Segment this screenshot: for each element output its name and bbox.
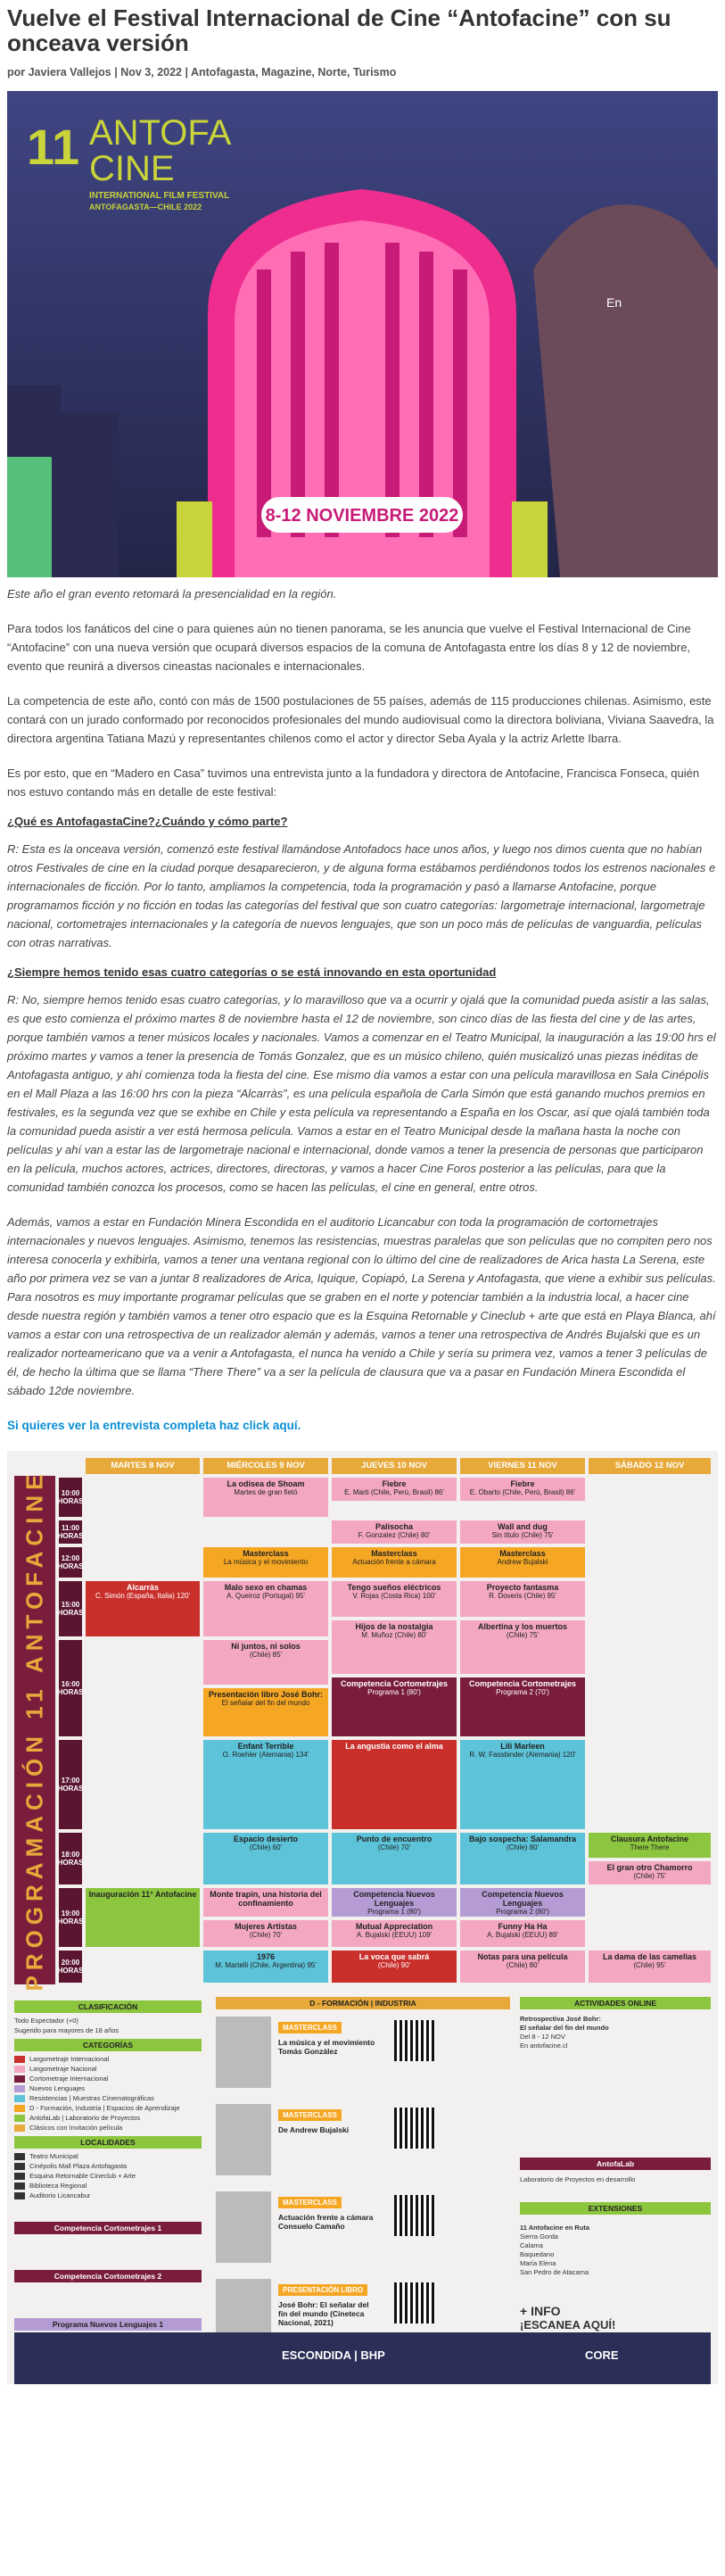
legend-row: Todo Espectador (+0) [14,2017,78,2025]
event-cell: Monte trapin, una historia del confinamiento [203,1888,328,1917]
legend-row: D - Formación, Industria | Espacios de Aprendizaje [14,2103,202,2113]
legend-row: Auditorio Licancabur [14,2191,202,2200]
antofalab-line: Laboratorio de Proyectos en desarrollo [520,2175,636,2183]
event-cell: Ni juntos, ni solos (Chile) 85' [203,1640,328,1685]
legend-row: Esquina Retornable Cineclub + Arte [14,2171,202,2181]
day-header: JUEVES 10 NOV [332,1458,457,1474]
online-line: En antofacine.cl [520,2042,568,2050]
extensions-subtitle: 11 Antofacine en Ruta [520,2224,590,2232]
event-cell: Bajo sospecha: Salamandra (Chile) 80' [460,1833,585,1884]
event-cell: Masterclass La música y el movimiento [203,1547,328,1578]
event-cell: Tengo sueños eléctricos V. Rojas (Costa Rica) 100' [332,1581,457,1617]
event-cell: Competencia Nuevos Lenguajes Programa 2 (80') [460,1888,585,1917]
legend-row: Clásicos con Invitación película [14,2123,202,2133]
event-cell: Clausura Antofacine There There [589,1833,711,1858]
speaker-photo [216,2017,271,2088]
antofalab-title: AntofaLab [520,2158,711,2170]
day-header: VIERNES 11 NOV [460,1458,585,1474]
question-2: ¿Siempre hemos tenido esas cuatro categorías o se está innovando en esta oportunidad [7,965,497,979]
event-cell: Fiebre E. Marti (Chile, Perú, Brasil) 86' [332,1478,457,1501]
article-body [7,584,718,1435]
event-cell: Wall and dug Sin titulo (Chile) 75' [460,1520,585,1544]
qr-code-icon[interactable] [394,2195,435,2236]
legend-row: Cinépolis Mall Plaza Antofagasta [14,2161,202,2171]
program-vertical-title: PROGRAMACIÓN 11 ANTOFACINE [14,1476,55,1984]
time-slot: 17:00 HORAS [59,1740,82,1829]
event-cell: Fiebre E. Obarto (Chile, Perú, Brasil) 86' [460,1478,585,1501]
event-cell: Mujeres Artistas (Chile) 70' [203,1920,328,1947]
time-slot: 12:00 HORAS [59,1547,82,1578]
answer-1: R: Esta es la onceava versión, comenzó este festival llamándose Antofadocs hace unos años, y luego nos dimos cuenta que no habían otros Festivales de cine en la ciudad porque desaparecieron, y de alguna forma estábamos perdiéndonos todos los estrenos nacionales e internacionales de ficción. Por lo tanto, ampliamos la competencia, toda la programación y pasó a llamarse Antofacine, porque programamos ficción y no ficción en todas las categorías del festival que son cuatro categorías: largometraje internacional, largometraje nacional, cortometrajes internacionales y la categoría de nuevos lenguajes, que son un poco más de películas de vanguardia, películas con otras narrativas. [7,842,716,949]
speaker-photo [216,2191,271,2263]
online-line: Del 8 - 12 NOV [520,2033,565,2041]
event-cell: Punto de encuentro (Chile) 70' [332,1833,457,1884]
legend-row: Cortometraje Internacional [14,2074,202,2083]
time-slot: 15:00 HORAS [59,1581,82,1636]
event-cell: Lili Marleen R. W. Fassbinder (Alemania) 120' [460,1740,585,1829]
legend-row: Biblioteca Regional [14,2181,202,2191]
meta-by: por [7,66,29,79]
extension-line: María Elena [520,2259,556,2267]
hero-image [7,91,718,577]
day-header: MARTES 8 NOV [86,1458,200,1474]
legend-title: LOCALIDADES [14,2136,202,2149]
qr-code-icon[interactable] [394,2020,435,2061]
qr-code-icon[interactable] [394,2108,435,2149]
online-title: ACTIVIDADES ONLINE [520,1997,711,2009]
event-cell: Albertina y los muertos (Chile) 75' [460,1620,585,1674]
hero-logo-sub2: ANTOFAGASTA—CHILE 2022 [89,203,202,211]
article-paragraph: Además, vamos a estar en Fundación Minera Escondida en el auditorio Licancabur con toda la programación de cortometrajes internacionales y nuevos lenguajes. Asimismo, tenemos las resistencias, muestras paralelas que son películas que no compiten pero nos interesa conocerla y exhibirla, vamos a tener una ventana regional con lo último del cine de realizadores de Arica hasta La Serena, este año por primera vez se van a juntar 8 realizadores de Arica, Iquique, Copiapó, La Serena y Antofagasta, que viene a exhibir sus películas. Para nosotros es muy importante programar películas que se graben en el norte y potenciar también a la industria local, a hacer cine desde nuestra región y también vamos a tener otro espacio que es la Esquina Retornable y Cineclub + arte que está en Playa Blanca, ahí vamos a estar con una retrospectiva de un realizador alemán y además, vamos a tener una retrospectiva de Andrés Bujalski que es un realizador norteamericano que va a venir a Antofagasta, el nunca ha venido a Chile y sería su primera vez, vamos a tener 3 películas de él, de hecho la última que se llama “There There” va a ser la película de clausura que va a pasar en Fundación Minera Escondida el sábado 12de noviembre. [7,1215,716,1397]
hero-logo-sub1: INTERNATIONAL FILM FESTIVAL [89,191,230,201]
formation-title: D - FORMACIÓN | INDUSTRIA [216,1997,510,2009]
legend-row: Largometraje Internacional [14,2054,202,2064]
event-cell: Funny Ha Ha A. Bujalski (EEUU) 89' [460,1920,585,1947]
event-cell: La odisea de Shoam Martes de gran fietó [203,1478,328,1517]
time-slot: 18:00 HORAS [59,1833,82,1884]
event-cell: La dama de las camelias (Chile) 95' [589,1951,711,1983]
question-1: ¿Qué es AntofagastaCine?¿Cuándo y cómo parte? [7,815,288,828]
event-cell: La angustia como el alma [332,1740,457,1829]
masterclass-card: PRESENTACIÓN LIBRO José Bohr: El señalar del fin del mundo (Cineteca Nacional, 2021) [216,2279,510,2359]
day-header: MIÉRCOLES 9 NOV [203,1458,328,1474]
masterclass-card: MASTERCLASS De Andrew Bujalski [216,2104,510,2184]
hero-logo-number: 11 [27,119,80,175]
extensions-title: EXTENSIONES [520,2202,711,2215]
legend-row: Largometraje Nacional [14,2064,202,2074]
sponsor-bar [14,2332,711,2384]
meta-sep-1: | [111,66,121,79]
event-cell: 1976 M. Martelli (Chile, Argentina) 95' [203,1951,328,1983]
legend-title: Programa Nuevos Lenguajes 1 [14,2318,202,2331]
event-cell: Proyecto fantasma R. Doveris (Chile) 95' [460,1581,585,1617]
legend-row: Teatro Municipal [14,2151,202,2161]
post-date: Nov 3, 2022 [120,66,182,79]
time-slot: 20:00 HORAS [59,1951,82,1983]
legend-title: Competencia Cortometrajes 1 [14,2222,202,2234]
event-cell: Competencia Nuevos Lenguajes Programa 1 (80') [332,1888,457,1917]
post-title: Vuelve el Festival Internacional de Cine “Antofacine” con su onceava versión [7,4,671,56]
event-cell: Inauguración 11° Antofacine [86,1888,200,1947]
event-cell: El gran otro Chamorro (Chile) 75' [589,1861,711,1884]
sponsor-logo: ESCONDIDA | BHP [282,2348,385,2362]
event-cell: Malo sexo en chamas A. Queiroz (Portugal) 95' [203,1581,328,1636]
event-cell: Palisocha F. Gonzalez (Chile) 80' [332,1520,457,1544]
answer-2: R: No, siempre hemos tenido esas cuatro categorías, y lo maravilloso que va a ocurrir y ojalá que la comunidad pueda asistir a las salas, es que esto comienza el próximo martes 8 de noviembre hasta el 12 de noviembre, son cinco días de las fiesta del cine y de las artes, porque también vamos a tener músicos locales y nacionales. Vamos a comenzar en el Teatro Municipal, la inauguración a las 19:00 hrs el próximo martes y vamos a tener la presencia de Tomás Gonzalez, que es un músico chileno, quién musicalizó unas piezas inéditas de Antofagasta antiguo, y ahí comienza toda la fiesta del cine. Ese mismo día vamos a estar con una película maravillosa en Sala Cinépolis en el Mall Plaza a las 16:00 hrs con la pieza “Alcarràs”, es una película española de Carla Simón que está ganando muchos premios en festivales, es la segunda vez que se exhibe en Chile y esta película va representando a España en los Oscar, así que ojalá también toda la comunidad pueda asistir a ver está hermosa película. Vamos a estar en el Teatro Municipal desde la mañana hasta la noche con películas y ahí van a estar las de largometraje nacional e internacional, donde vamos a tener la presencia de personas que participaron en la película, muchos actores, actrices, directores, directoras, y vamos a hacer Cine Foros posterior a las películas, para que la comunidad también conozca los procesos, como se hacen las películas, el cine en general, entre otros. [7,993,716,1194]
qr-code-icon[interactable] [394,2282,435,2323]
legend-row: Nuevos Lenguajes [14,2083,202,2093]
post-meta [7,66,718,79]
event-cell: Masterclass Actuación frente a cámara [332,1547,457,1578]
hero-dates: 8-12 NOVIEMBRE 2022 [265,506,459,526]
legend-title: CATEGORÍAS [14,2039,202,2051]
legend-row: Resistencias | Muestras Cinematográficas [14,2093,202,2103]
online-section [520,1997,711,2332]
time-slot: 11:00 HORAS [59,1520,82,1544]
online-line: El señalar del fin del mundo [520,2024,609,2032]
event-cell: Masterclass Andrew Bujalski [460,1547,585,1578]
time-slot: 10:00 HORAS [59,1478,82,1517]
event-cell: Presentación libro José Bohr: El señalar del fin del mundo [203,1688,328,1736]
legend-title: Competencia Cortometrajes 2 [14,2270,202,2282]
extension-line: Sierra Gorda [520,2232,558,2241]
article-paragraph: Es por esto, que en “Madero en Casa” tuvimos una entrevista junto a la fundadora y directora de Antofacine, Francisca Fonseca, quién nos estuvo contando más en detalle de este festival: [7,766,700,799]
category-links[interactable]: Antofagasta, Magazine, Norte, Turismo [190,66,397,79]
time-slot: 19:00 HORAS [59,1888,82,1947]
extension-line: Baquedano [520,2250,555,2258]
hero-illustration [7,91,718,577]
extension-line: San Pedro de Atacama [520,2268,589,2276]
sponsor-logo: CORE [585,2348,619,2362]
event-cell: Mutual Appreciation A. Bujalski (EEUU) 109' [332,1920,457,1947]
formation-section [216,1997,510,2359]
legend-row: AntofaLab | Laboratorio de Proyectos [14,2113,202,2123]
legend-title: CLASIFICACIÓN [14,2000,202,2013]
day-header: SÁBADO 12 NOV [589,1458,711,1474]
event-cell: Alcarràs C. Simón (España, Italia) 120' [86,1581,200,1636]
masterclass-card: MASTERCLASS La música y el movimiento Tomás González [216,2017,510,2097]
event-cell: Espacio desierto (Chile) 60' [203,1833,328,1884]
event-cell: Competencia Cortometrajes Programa 1 (80') [332,1677,457,1736]
event-cell: Hijos de la nostalgia M. Muñoz (Chile) 80' [332,1620,457,1674]
extension-line: Calama [520,2241,543,2249]
hero-logo-line2: CINE [89,149,175,188]
event-cell: Competencia Cortometrajes Programa 2 (70') [460,1677,585,1736]
hero-logo-line1: ANTOFA [89,113,232,153]
info-label: + INFO [520,2304,561,2318]
program-poster [7,1451,718,2384]
article-paragraph: La competencia de este año, contó con más de 1500 postulaciones de 55 países, además de 115 producciones chilenas. Asimismo, este contará con un jurado conformado por reconocidos profesionales del mundo audiovisual como la directora boliviana, Viviana Saavedra, la directora argentina Tatiana Mazú y representantes chilenos como el actor y director Seba Ayala y la actriz Arlette Ibarra. [7,694,714,745]
scan-label: ¡ESCANEA AQUÍ! [520,2318,616,2332]
author-link[interactable]: Javiera Vallejos [28,66,111,79]
meta-sep-2: | [182,66,191,79]
time-slot: 16:00 HORAS [59,1640,82,1736]
event-cell: La voca que sabrá (Chile) 90' [332,1951,457,1983]
event-cell: Enfant Terrible O. Roehler (Alemania) 134' [203,1740,328,1829]
article-paragraph: Para todos los fanáticos del cine o para quienes aún no tienen panorama, se les anuncia que vuelve el Festival Internacional de Cine “Antofacine” con una nueva versión que ocupará diversos espacios de la comuna de Antofagasta entre los días 8 y 12 de noviembre, evento que reunirá a diversos cineastas nacionales e internacionales. [7,622,691,673]
online-line: Retrospectiva José Bohr: [520,2015,601,2023]
legend-row: Sugerido para mayores de 18 años [14,2026,119,2034]
program-legend [14,1997,202,2371]
masterclass-card: MASTERCLASS Actuación frente a cámara Consuelo Camaño [216,2191,510,2272]
hero-en: En [606,295,622,310]
speaker-photo [216,2104,271,2175]
event-cell: Notas para una película (Chile) 80' [460,1951,585,1983]
article-lead: Este año el gran evento retomará la presencialidad en la región. [7,587,337,601]
interview-link[interactable]: Si quieres ver la entrevista completa haz click aquí. [7,1419,301,1432]
